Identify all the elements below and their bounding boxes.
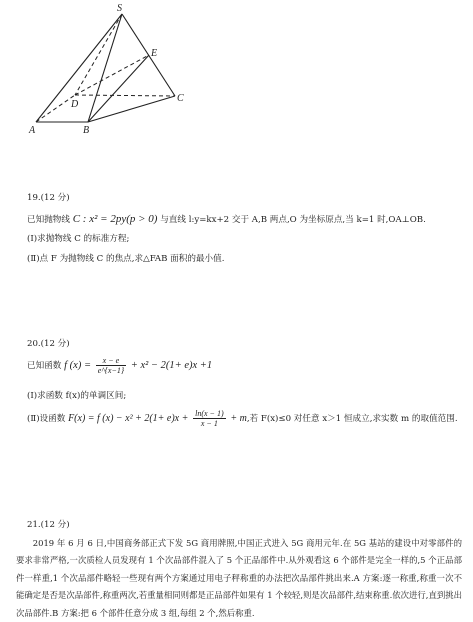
q20-f-rest: + x² − 2(1+ e)x +1	[130, 360, 213, 371]
q20-part2-prefix: (Ⅱ)设函数	[27, 414, 66, 424]
q20-part2	[27, 408, 458, 430]
q20-part1: (Ⅰ)求函数 f(x)的单调区间;	[27, 391, 127, 401]
q19-intro-prefix: 已知抛物线	[27, 215, 70, 225]
q20-intro	[27, 355, 212, 377]
q19-intro-suffix: 与直线 l:y=kx+2 交于 A,B 两点,O 为坐标原点,当 k=1 时,OA⊥OB.	[160, 215, 426, 225]
q21-paragraph: 2019 年 6 月 6 日,中国商务部正式下发 5G 商用牌照,中国正式进入 5G 商用元年.在 5G 基站的建设中对零部件的要求非常严格,一次质检人员发现有 1 个次品部件混入了 5 个正品部件中.从外观看这 6 个部件是完全一样的,5 个正品部件一样重,1 个次品部件略轻一些现有两个方案通过用电子秤称重的办法把次品部件挑出来.A 方案:逐一称重,称重一次不能确定是否是次品部件,称重两次,若重量相同则都是正品部件如果有 1 个较轻,则是次品部件,结束称重.依次进行,直到挑出次品部件.B 方案:把 6 个部件任意分成 3 组,每组 2 个,然后称重.	[16, 538, 462, 618]
q19-parabola-formula: C : x² = 2py(p > 0)	[72, 213, 158, 225]
edge-BE	[88, 55, 149, 122]
q20-F-fraction	[193, 409, 226, 428]
q19-part1: (Ⅰ)求抛物线 C 的标准方程;	[27, 234, 130, 244]
q20-F-denominator: x − 1	[200, 419, 218, 428]
q19-header: 19.(12 分)	[27, 193, 70, 203]
label-S: S	[117, 3, 122, 14]
edge-SD	[75, 14, 122, 95]
q21-header: 21.(12 分)	[27, 520, 70, 530]
q20-part2-suffix: ,若 F(x)≤0 对任意 x＞1 恒成立,求实数 m 的取值范围.	[246, 414, 458, 424]
q20-F-lhs: F(x) = f (x) − x² + 2(1+ e)x +	[68, 413, 189, 424]
q20-intro-prefix: 已知函数	[27, 361, 62, 371]
label-B: B	[83, 125, 90, 136]
q19-part2: (Ⅱ)点 F 为抛物线 C 的焦点,求△FAB 面积的最小值.	[27, 254, 225, 264]
q20-F-numerator: ln(x − 1)	[195, 409, 224, 418]
pyramid-figure	[20, 0, 200, 140]
edge-AD	[36, 95, 75, 122]
edge-SA	[36, 14, 122, 122]
edge-BC	[88, 96, 175, 122]
label-D: D	[71, 99, 79, 110]
edge-DC	[75, 95, 175, 96]
q20-f-denominator: e^{x−1}	[97, 366, 125, 375]
q20-F-rest: + m	[230, 413, 247, 424]
q20-f-lhs: f (x) =	[64, 360, 92, 371]
edge-SB	[88, 14, 122, 122]
q20-f-numerator: x − e	[96, 356, 126, 366]
label-A: A	[29, 125, 36, 136]
label-E: E	[151, 48, 158, 59]
q19-intro	[27, 213, 426, 226]
label-C: C	[177, 93, 184, 104]
q20-f-fraction	[96, 356, 126, 375]
q20-header: 20.(12 分)	[27, 339, 70, 349]
